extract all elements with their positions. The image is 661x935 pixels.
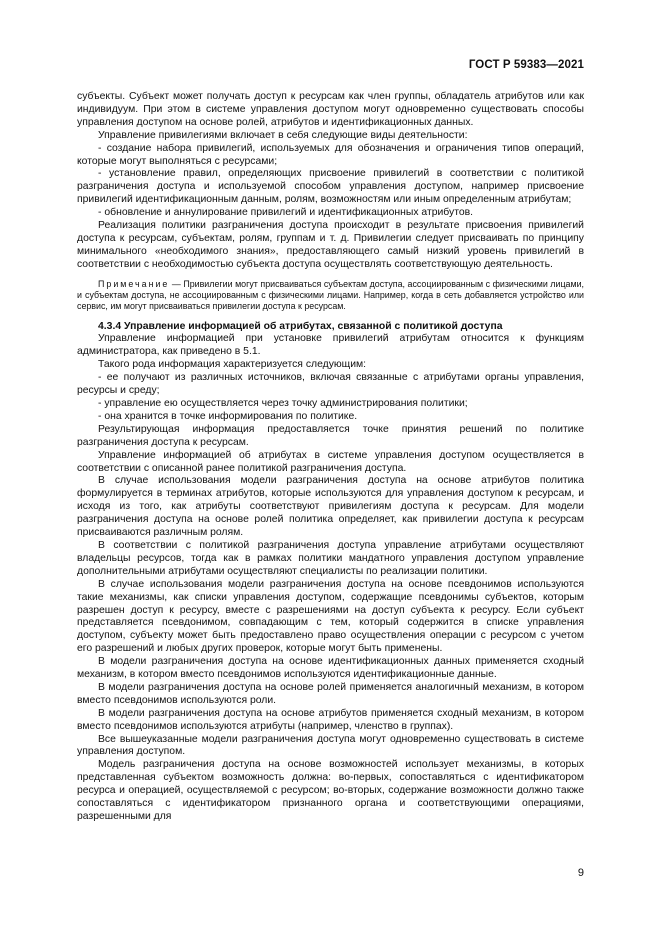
paragraph: В соответствии с политикой разграничения доступа управление атрибутами осуществляют владельцы ресурсов, тогда как в рамках политики мандатного управления доступом управление дополнительными атрибутами осуществляют специалисты по реализации политики.	[77, 539, 584, 577]
paragraph: субъекты. Субъект может получать доступ к ресурсам как член группы, обладатель атрибутов или как индивидуум. При этом в системе управления доступом могут одновременно существовать способы управления доступом на основе ролей, атрибутов и идентификационных данных.	[77, 91, 584, 128]
document-code: ГОСТ Р 59383—2021	[468, 59, 584, 71]
paragraph: В случае использования модели разграничения доступа на основе псевдонимов используются такие механизмы, как списки управления доступом, содержащие псевдонимы субъектов, которым разрешен доступ к ресурсу, вместе с разрешениями на доступ субъекта к ресурсу. Если субъект представляется псевдонимом, совпадающим с тем, который содержится в списке управления доступом, субъекту может быть предоставлено право осуществления операции с ресурсом с учетом его разрешений и любых других проверок, которые могут быть применены.	[77, 578, 584, 655]
note-label: Примечание	[98, 278, 170, 289]
paragraph: Управление информацией об атрибутах в системе управления доступом осуществляется в соответствии с описанной ранее политикой разграничения доступа.	[77, 449, 584, 474]
list-item: - создание набора привилегий, используемых для обозначения и ограничения типов операций, которые могут выполняться с ресурсами;	[77, 142, 584, 167]
paragraph: Результирующая информация предоставляется точке принятия решений по политике разграничения доступа к ресурсам.	[77, 423, 584, 448]
list-item: - ее получают из различных источников, включая связанные с атрибутами органы управления, ресурсы и среду;	[77, 372, 584, 397]
list-item: - обновление и аннулирование привилегий и идентификационных атрибутов.	[98, 207, 474, 219]
paragraph: Реализация политики разграничения доступа происходит в результате присвоения привилегий доступа к ресурсам, субъектам, ролям, группам и т. д. Привилегии следует присваивать по принципу минимального «необходимого знания», предоставляющего самый низкий уровень привилегий в соответствии с необходимостью субъекта доступа осуществлять соответствующую деятельность.	[77, 220, 584, 270]
page-number: 9	[577, 867, 584, 879]
document-body	[77, 91, 584, 824]
paragraph: Модель разграничения доступа на основе возможностей использует механизмы, в которых представленная субъектом возможность должна: во-первых, сопоставляться с идентификатором ресурса и операцией, осуществляемой с ресурсом; во-вторых, содержание возможности должно также сопоставляться с идентификатором признанного органа и соответствующими операциями, разрешенными для	[77, 759, 584, 823]
note-text: — Привилегии могут присваиваться субъектам доступа, ассоциированным с физическими лицами, и субъектам доступа, не ассоциированным с физическими лицами. Например, когда в сеть добавляется устройство или сервис, им могут присваиваться привилегии доступа к ресурсам.	[77, 278, 584, 312]
list-item: - установление правил, определяющих присвоение привилегий в соответствии с политикой разграничения доступа и используемой способом управления доступом, например присвоение привилегий идентификационным данным, ролям, возможностям или иным определенным атрибутам;	[77, 168, 584, 206]
paragraph: Такого рода информация характеризуется следующим:	[98, 359, 367, 371]
paragraph: Все вышеуказанные модели разграничения доступа могут одновременно существовать в системе управления доступом.	[77, 733, 584, 758]
list-item: - управление ею осуществляется через точку администрирования политики;	[98, 398, 468, 410]
note	[77, 279, 584, 313]
paragraph: В модели разграничения доступа на основе ролей применяется аналогичный механизм, в котором вместо псевдонимов используются роли.	[77, 681, 584, 706]
paragraph: Управление информацией при установке привилегий атрибутам относится к функциям администратора, как приведено в 5.1.	[77, 333, 584, 358]
paragraph: В модели разграничения доступа на основе атрибутов применяется сходный механизм, в котором вместо псевдонимов используются атрибуты (например, членство в группах).	[77, 707, 584, 732]
paragraph: В случае использования модели разграничения доступа на основе атрибутов политика формулируется в терминах атрибутов, которые используются для управления доступом к ресурсам, и исходя из того, как атрибуты соответствуют привилегиям доступа к ресурсам. Для модели разграничения доступа на основе ролей политика определяет, как привилегии доступа к ресурсам присваиваются различным ролям.	[77, 475, 584, 539]
list-item: - она хранится в точке информирования по политике.	[98, 410, 358, 422]
section-heading: 4.3.4 Управление информацией об атрибутах, связанной с политикой доступа	[98, 320, 503, 332]
paragraph: В модели разграничения доступа на основе идентификационных данных применяется сходный механизм, в котором вместо псевдонимов используются идентификационные данные.	[77, 656, 584, 681]
paragraph: Управление привилегиями включает в себя следующие виды деятельности:	[98, 129, 468, 141]
